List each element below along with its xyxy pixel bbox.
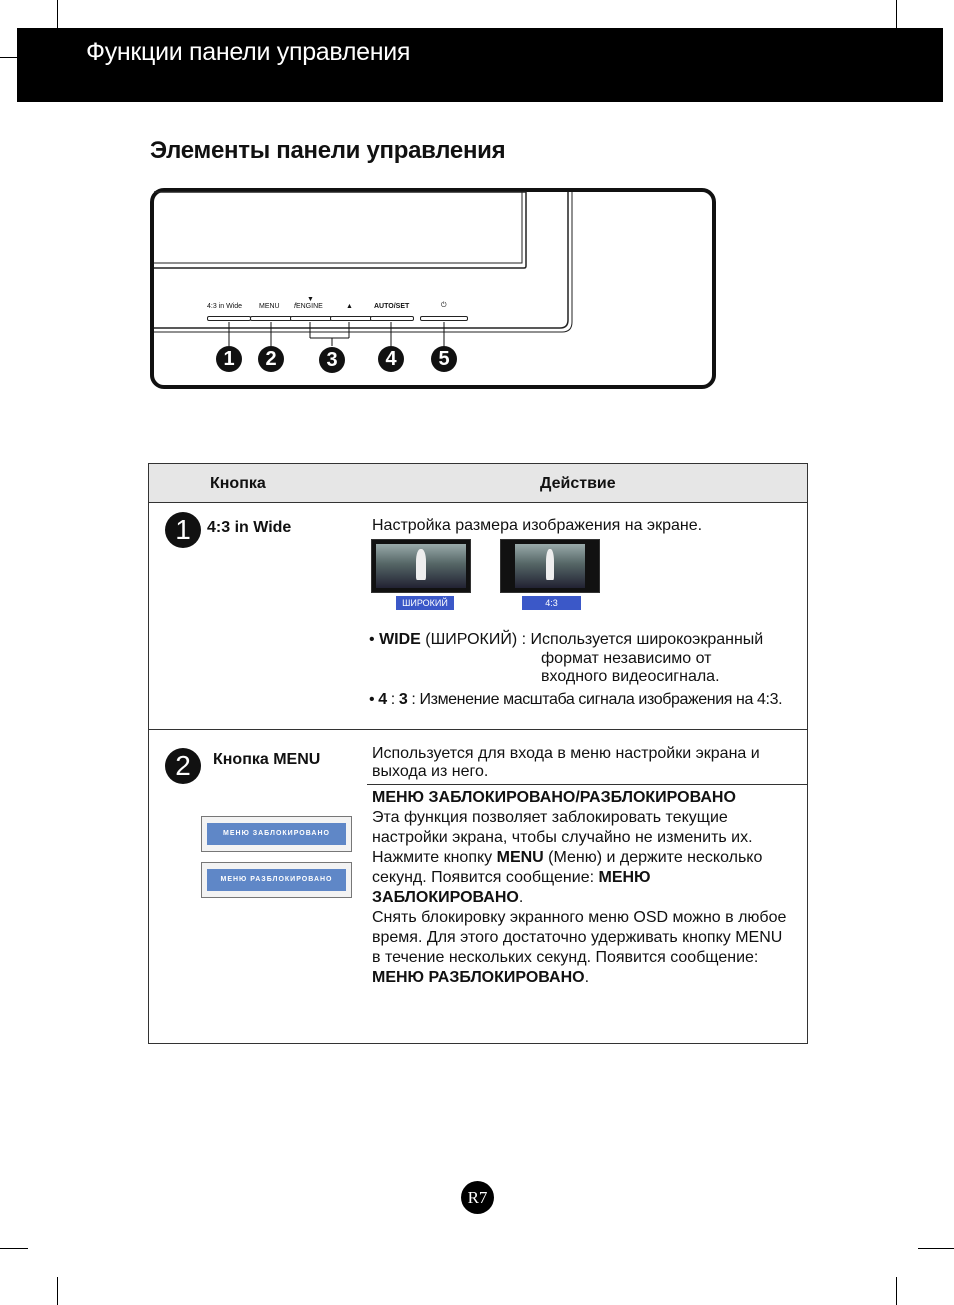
label-menu: MENU <box>259 303 280 310</box>
crop-mark <box>918 1248 954 1249</box>
callout-1: 1 <box>216 346 242 372</box>
lock-line7: время. Для этого достаточно удерживать кнопку MENU <box>372 929 783 946</box>
osd-unlocked-message: МЕНЮ РАЗБЛОКИРОВАНО <box>207 869 346 891</box>
button-engine <box>290 316 332 321</box>
label-engine-text: ENGINE <box>295 303 323 310</box>
page-number: R7 <box>461 1181 494 1214</box>
header-title: Функции панели управления <box>86 38 411 66</box>
row2-desc-line2: выхода из него. <box>372 763 489 780</box>
label-engine-arrow: ▼ <box>307 296 314 303</box>
button-table <box>148 463 808 1044</box>
row1-number: 1 <box>165 512 201 548</box>
label-engine-prefix: f <box>294 303 296 310</box>
row2-inner-separator <box>367 784 807 785</box>
row2-desc-line1: Используется для входа в меню настройки экрана и <box>372 745 760 762</box>
43-tag: 4:3 <box>522 596 581 610</box>
lock-line8: в течение нескольких секунд. Появится сообщение: <box>372 949 759 966</box>
43-thumbnail <box>500 539 600 593</box>
lock-title: МЕНЮ ЗАБЛОКИРОВАНО/РАЗБЛОКИРОВАНО <box>372 789 736 806</box>
bullet-wide-cont2: входного видеосигнала. <box>541 668 720 685</box>
label-auto-set: AUTO/SET <box>374 303 410 310</box>
lock-line5: ЗАБЛОКИРОВАНО. <box>372 889 524 906</box>
button-43-in-wide <box>207 316 251 321</box>
callout-3: 3 <box>319 347 345 373</box>
row1-description: Настройка размера изображения на экране. <box>372 517 703 534</box>
button-menu <box>250 316 292 321</box>
lock-line3: Нажмите кнопку MENU (Меню) и держите несколько <box>372 849 763 866</box>
label-engine <box>294 303 323 310</box>
label-up-arrow: ▲ <box>346 303 353 310</box>
lock-line1: Эта функция позволяет заблокировать текущие <box>372 809 728 826</box>
osd-unlocked-box <box>201 862 352 898</box>
bullet-wide-cont1: формат независимо от <box>541 650 712 667</box>
row1-name-rest: :3 in Wide <box>215 519 292 536</box>
crop-mark <box>0 1248 28 1249</box>
lock-line2: настройки экрана, чтобы случайно не изменить их. <box>372 829 753 846</box>
button-power <box>420 316 468 321</box>
col-button-header: Кнопка <box>210 475 266 492</box>
lock-line6: Снять блокировку экранного меню OSD можно в любое <box>372 909 787 926</box>
osd-locked-box <box>201 816 352 852</box>
bullet-wide: • WIDE (ШИРОКИЙ) : Используется широкоэкранный <box>369 631 764 648</box>
lock-line9: МЕНЮ РАЗБЛОКИРОВАНО. <box>372 969 590 986</box>
callout-2: 2 <box>258 346 284 372</box>
button-up <box>330 316 372 321</box>
monitor-outline <box>0 0 954 420</box>
crop-mark <box>57 1277 58 1305</box>
callout-5: 5 <box>431 346 457 372</box>
row2-button-name: Кнопка MENU <box>213 751 321 768</box>
lock-line4: секунд. Появится сообщение: МЕНЮ <box>372 869 651 886</box>
crop-mark <box>896 1277 897 1305</box>
button-auto-set <box>370 316 414 321</box>
row1-button-name <box>207 519 291 537</box>
section-title: Элементы панели управления <box>150 137 506 164</box>
row1-name-bold: 4 <box>207 519 216 536</box>
col-action-header: Действие <box>540 475 616 492</box>
bullet-43: • 4 : 3 : Изменение масштаба сигнала изображения на 4:3. <box>369 691 783 708</box>
row-separator <box>149 729 807 730</box>
row2-number: 2 <box>165 748 201 784</box>
wide-thumbnail <box>371 539 471 593</box>
wide-tag: ШИРОКИЙ <box>396 596 454 610</box>
osd-locked-message: МЕНЮ ЗАБЛОКИРОВАНО <box>207 823 346 845</box>
label-43-in-wide: 4:3 in Wide <box>207 303 243 310</box>
table-header <box>149 464 807 503</box>
power-icon: ⏻ <box>441 302 447 309</box>
callout-4: 4 <box>378 346 404 372</box>
